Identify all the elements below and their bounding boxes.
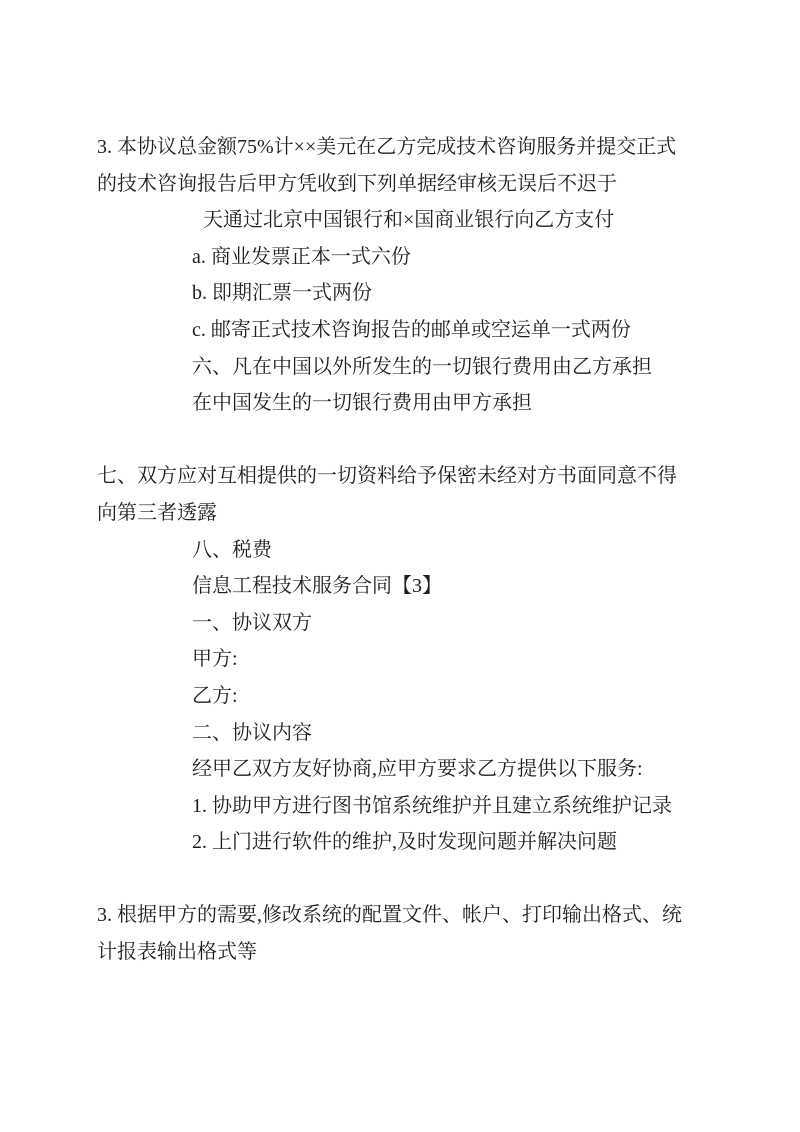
document-line: 六、凡在中国以外所发生的一切银行费用由乙方承担: [192, 355, 652, 378]
document-line: 七、双方应对互相提供的一切资料给予保密未经对方书面同意不得: [97, 465, 677, 488]
document-line: 计报表输出格式等: [97, 941, 257, 964]
document-line: 信息工程技术服务合同【3】: [192, 575, 442, 598]
document-line: 3. 本协议总金额75%计××美元在乙方完成技术咨询服务并提交正式: [97, 136, 677, 158]
document-line: 二、协议内容: [192, 721, 312, 744]
document-content: [97, 129, 790, 971]
document-line: 2. 上门进行软件的维护,及时发现问题并解决问题: [192, 831, 617, 854]
document-line: 在中国发生的一切银行费用由甲方承担: [192, 392, 532, 415]
document-line: 甲方:: [192, 648, 238, 671]
document-line: 八、税费: [192, 538, 272, 561]
document-line: 3. 根据甲方的需要,修改系统的配置文件、帐户、打印输出格式、统: [97, 904, 682, 927]
blank-line: [97, 861, 790, 898]
document-line: c. 邮寄正式技术咨询报告的邮单或空运单一式两份: [192, 318, 631, 341]
document-line: 1. 协助甲方进行图书馆系统维护并且建立系统维护记录: [192, 794, 672, 817]
document-line: 向第三者透露: [97, 501, 217, 524]
blank-line: [97, 422, 790, 459]
document-line: 一、协议双方: [192, 611, 312, 634]
document-line: 经甲乙双方友好协商,应甲方要求乙方提供以下服务:: [192, 758, 643, 781]
document-line: 乙方:: [192, 684, 238, 707]
document-line: 天通过北京中国银行和×国商业银行向乙方支付: [203, 209, 615, 232]
document-line: 的技术咨询报告后甲方凭收到下列单据经审核无误后不迟于: [97, 172, 617, 195]
document-line: a. 商业发票正本一式六份: [192, 245, 411, 268]
document-line: b. 即期汇票一式两份: [192, 282, 372, 305]
